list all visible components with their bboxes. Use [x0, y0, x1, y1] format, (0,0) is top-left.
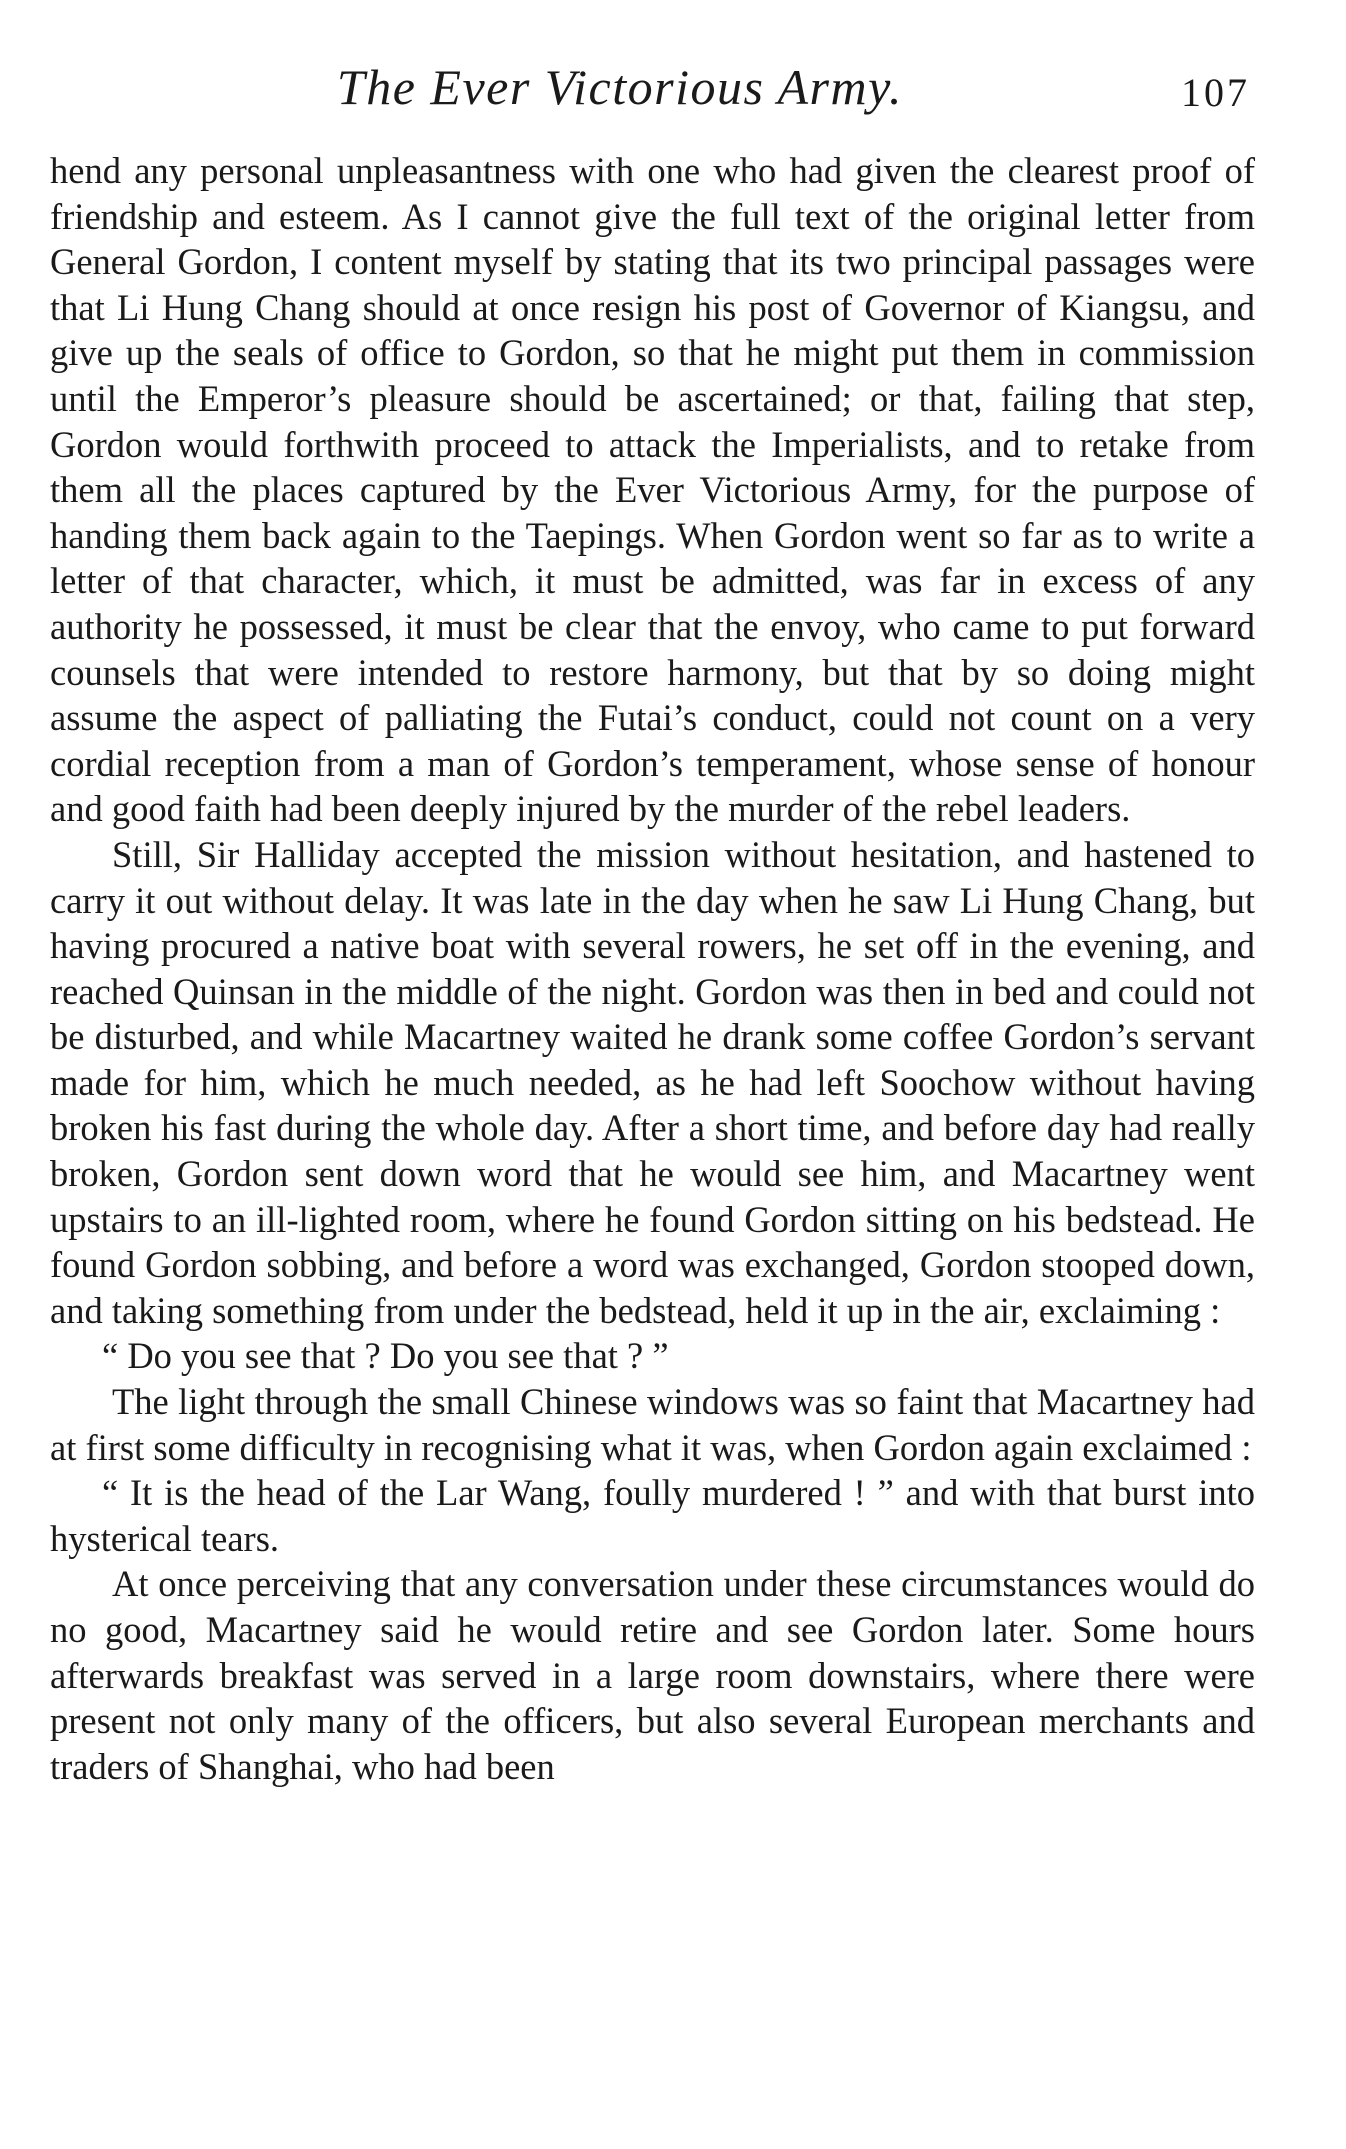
- paragraph-breakfast: At once perceiving that any conversation under these circumstances would do no good, Macartney said he would retire and see Gordon later. Some hours afterwards breakfast was served in a large room downstairs, where there were present not only many of the officers, but also several European merchants and traders of Shanghai, who had been: [50, 1563, 1255, 1787]
- quote-do-you-see-that: “ Do you see that ? Do you see that ? ”: [102, 1335, 669, 1377]
- running-title: The Ever Victorious Army.: [336, 59, 904, 115]
- quote-head-of-lar-wang: “ It is the head of the Lar Wang, foully murdered ! ” and with that burst into hysterical tears.: [50, 1472, 1255, 1559]
- paragraph-light-through-windows: The light through the small Chinese windows was so faint that Macartney had at first some difficulty in recognising what it was, when Gordon again exclaimed :: [50, 1381, 1255, 1468]
- page-number: 107: [1181, 70, 1250, 115]
- paragraph-continuation: hend any personal unpleasantness with one who had given the clearest proof of friendship and esteem. As I cannot give the full text of the original letter from General Gordon, I content myself by stating that its two principal passages were that Li Hung Chang should at once resign his post of Governor of Kiangsu, and give up the seals of office to Gordon, so that he might put them in commission until the Emperor’s pleasure should be ascertained; or that, failing that step, Gordon would forthwith proceed to attack the Imperialists, and to retake from them all the places captured by the Ever Victorious Army, for the purpose of handing them back again to the Taepings. When Gordon went so far as to write a letter of that character, which, it must be admitted, was far in excess of any authority he possessed, it must be clear that the envoy, who came to put forward counsels that were intended to restore harmony, but that by so doing might assume the aspect of palliating the Futai’s conduct, could not count on a very cordial reception from a man of Gordon’s temperament, whose sense of honour and good faith had been deeply injured by the murder of the rebel leaders.: [50, 150, 1255, 830]
- body-text: [50, 148, 1255, 1789]
- paragraph-halliday-mission: Still, Sir Halliday accepted the mission without hesitation, and hastened to carry it out without delay. It was late in the day when he saw Li Hung Chang, but having procured a native boat with several rowers, he set off in the evening, and reached Quinsan in the middle of the night. Gordon was then in bed and could not be disturbed, and while Macartney waited he drank some coffee Gordon’s servant made for him, which he much needed, as he had left Soochow without having broken his fast during the whole day. After a short time, and before day had really broken, Gordon sent down word that he would see him, and Macartney went upstairs to an ill-lighted room, where he found Gordon sitting on his bedstead. He found Gordon sobbing, and before a word was exchanged, Gordon stooped down, and taking something from under the bedstead, held it up in the air, exclaiming :: [50, 833, 1255, 1331]
- running-head: [50, 52, 1250, 122]
